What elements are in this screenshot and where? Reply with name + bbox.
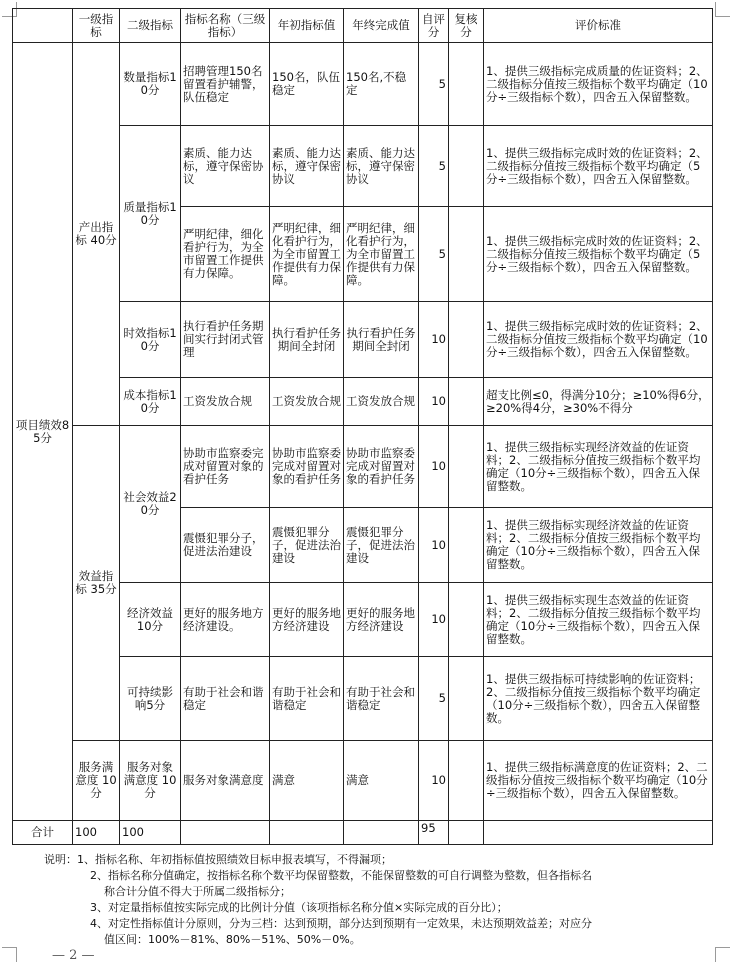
level2-quality: 质量指标10分	[120, 126, 181, 302]
final-value: 严明纪律，细化看护行为，为全市留置工作提供有力保障。	[344, 207, 419, 302]
level2-timeliness: 时效指标10分	[120, 302, 181, 378]
total-level1: 100	[73, 821, 120, 845]
table-header-row	[13, 9, 713, 43]
header-review-score: 复核分	[449, 9, 484, 43]
total-blank	[270, 821, 344, 845]
indicator-name: 协助市监察委完成对留置对象的看护任务	[181, 426, 270, 508]
initial-value: 满意	[270, 741, 344, 821]
crop-mark-bottom-right	[715, 947, 730, 962]
self-score: 10	[419, 302, 449, 378]
self-score: 5	[419, 43, 449, 126]
group-project-performance: 项目绩效85分	[13, 43, 73, 821]
self-score: 5	[419, 126, 449, 207]
self-score: 10	[419, 426, 449, 508]
page-number-value: 2	[69, 948, 78, 963]
criteria-text: 1、提供三级指标完成时效的佐证资料；2、二级指标分值按三级指标个数平均确定（5分÷三级指标个数），四舍五入保留整数。	[484, 207, 713, 302]
final-value: 执行看护任务期间全封闭	[344, 302, 419, 378]
note-line: 3、对定量指标值按实际完成的比例计分值（该项指标名称分值×实际完成的百分比）；	[90, 901, 508, 914]
final-value: 有助于社会和谐稳定	[344, 657, 419, 741]
indicator-name: 有助于社会和谐稳定	[181, 657, 270, 741]
self-score: 10	[419, 583, 449, 657]
final-value: 更好的服务地方经济建设	[344, 583, 419, 657]
indicator-name: 震慑犯罪分子，促进法治建设	[181, 508, 270, 583]
header-final-value: 年终完成值	[344, 9, 419, 43]
review-score	[449, 583, 484, 657]
initial-value: 工资发放合规	[270, 378, 344, 426]
criteria-text: 1、提供三级指标可持续影响的佐证资料；2、二级指标分值按三级指标个数平均确定（10分÷三级指标个数），四舍五入保留整数。	[484, 657, 713, 741]
group-benefit-indicator: 效益指标 35分	[73, 426, 120, 741]
indicator-name: 执行看护任务期间实行封闭式管理	[181, 302, 270, 378]
review-score	[449, 207, 484, 302]
note-line: 说明：1、指标名称、年初指标值按照绩效目标申报表填写，不得漏项；	[44, 853, 392, 866]
level2-cost: 成本指标10分	[120, 378, 181, 426]
header-self-score: 自评分	[419, 9, 449, 43]
crop-mark-top-right	[715, 2, 730, 17]
indicator-name: 招聘管理150名留置看护辅警，队伍稳定	[181, 43, 270, 126]
self-score: 5	[419, 207, 449, 302]
level2-service-satisfaction: 服务对象满意度 10分	[120, 741, 181, 821]
criteria-text: 1、提供三级指标完成时效的佐证资料；2、二级指标分值按三级指标个数平均确定（5分÷三级指标个数），四舍五入保留整数。	[484, 126, 713, 207]
total-review-score	[449, 821, 484, 845]
indicator-name: 更好的服务地方经济建设。	[181, 583, 270, 657]
self-score: 10	[419, 741, 449, 821]
review-score	[449, 426, 484, 508]
note-line: 值区间：100%－81%、80%－51%、50%－0%。	[104, 933, 361, 946]
criteria-text: 1、提供三级指标完成时效的佐证资料；2、二级指标分值按三级指标个数平均确定（10分÷三级指标个数），四舍五入保留整数。	[484, 302, 713, 378]
final-value: 150名,不稳定	[344, 43, 419, 126]
total-level2: 100	[120, 821, 181, 845]
criteria-text: 1、提供三级指标完成质量的佐证资料；2、二级指标分值按三级指标个数平均确定（10分÷三级指标个数），四舍五入保留整数。	[484, 43, 713, 126]
self-score: 10	[419, 378, 449, 426]
final-value: 满意	[344, 741, 419, 821]
initial-value: 执行看护任务期间全封闭	[270, 302, 344, 378]
criteria-text: 超支比例≤0，得满分10分；≥10%得6分，≥20%得4分，≥30%不得分	[484, 378, 713, 426]
initial-value: 震慑犯罪分子，促进法治建设	[270, 508, 344, 583]
table-row	[13, 43, 713, 126]
final-value: 震慑犯罪分子，促进法治建设	[344, 508, 419, 583]
indicator-name: 严明纪律，细化看护行为，为全市留置工作提供有力保障。	[181, 207, 270, 302]
indicator-name: 素质、能力达标，遵守保密协议	[181, 126, 270, 207]
note-line: 4、对定性指标值计分原则，分为三档：达到预期，部分达到预期有一定效果，未达预期效益差；对应分	[90, 917, 592, 930]
total-row	[13, 821, 713, 845]
header-criteria: 评价标准	[484, 9, 713, 43]
self-score: 10	[419, 508, 449, 583]
header-level1: 一级指标	[73, 9, 120, 43]
level2-quantity: 数量指标10分	[120, 43, 181, 126]
review-score	[449, 302, 484, 378]
total-label: 合计	[13, 821, 73, 845]
review-score	[449, 43, 484, 126]
page-number: — 2 —	[52, 948, 95, 963]
review-score	[449, 657, 484, 741]
final-value: 协助市监察委完成对留置对象的看护任务	[344, 426, 419, 508]
initial-value: 150名，队伍稳定	[270, 43, 344, 126]
criteria-text: 1、提供三级指标实现经济效益的佐证资料；2、二级指标分值按三级指标个数平均确定（10分÷三级指标个数），四舍五入保留整数。	[484, 426, 713, 508]
initial-value: 素质、能力达标，遵守保密协议	[270, 126, 344, 207]
group-satisfaction: 服务满意度 10分	[73, 741, 120, 821]
group-output-indicator: 产出指标 40分	[73, 43, 120, 426]
table-row	[13, 741, 713, 821]
header-level2: 二级指标	[120, 9, 181, 43]
review-score	[449, 378, 484, 426]
indicator-name: 工资发放合规	[181, 378, 270, 426]
initial-value: 协助市监察委完成对留置对象的看护任务	[270, 426, 344, 508]
note-line: 称合计分值不得大于所属二级指标分；	[104, 885, 291, 898]
total-criteria	[484, 821, 713, 845]
indicator-name: 服务对象满意度	[181, 741, 270, 821]
crop-mark-bottom-left	[2, 947, 17, 962]
table-row	[13, 426, 713, 508]
review-score	[449, 126, 484, 207]
criteria-text: 1、提供三级指标实现生态效益的佐证资料；2、二级指标分值按三级指标个数平均确定（10分÷三级指标个数），四舍五入保留整数。	[484, 583, 713, 657]
review-score	[449, 508, 484, 583]
level2-sustainability: 可持续影响5分	[120, 657, 181, 741]
notes-section	[44, 852, 704, 948]
self-score: 5	[419, 657, 449, 741]
level2-social: 社会效益20分	[120, 426, 181, 583]
level2-economic: 经济效益 10分	[120, 583, 181, 657]
header-indicator-name: 指标名称（三级指标）	[181, 9, 270, 43]
total-self-score: 95	[419, 821, 449, 845]
final-value: 素质、能力达标，遵守保密协议	[344, 126, 419, 207]
note-line: 2、指标名称分值确定，按指标名称个数平均保留整数，不能保留整数的可自行调整为整数，但各指标名	[90, 869, 592, 882]
total-blank	[344, 821, 419, 845]
initial-value: 有助于社会和谐稳定	[270, 657, 344, 741]
total-blank	[181, 821, 270, 845]
initial-value: 更好的服务地方经济建设	[270, 583, 344, 657]
performance-table	[12, 8, 713, 845]
criteria-text: 1、提供三级指标实现经济效益的佐证资料；2、二级指标分值按三级指标个数平均确定（10分÷三级指标个数），四舍五入保留整数。	[484, 508, 713, 583]
header-blank	[13, 9, 73, 43]
criteria-text: 1、提供三级指标满意度的佐证资料；2、二级指标分值按三级指标个数平均确定（10分÷三级指标个数），四舍五入保留整数。	[484, 741, 713, 821]
initial-value: 严明纪律，细化看护行为，为全市留置工作提供有力保障。	[270, 207, 344, 302]
review-score	[449, 741, 484, 821]
final-value: 工资发放合规	[344, 378, 419, 426]
header-initial-value: 年初指标值	[270, 9, 344, 43]
